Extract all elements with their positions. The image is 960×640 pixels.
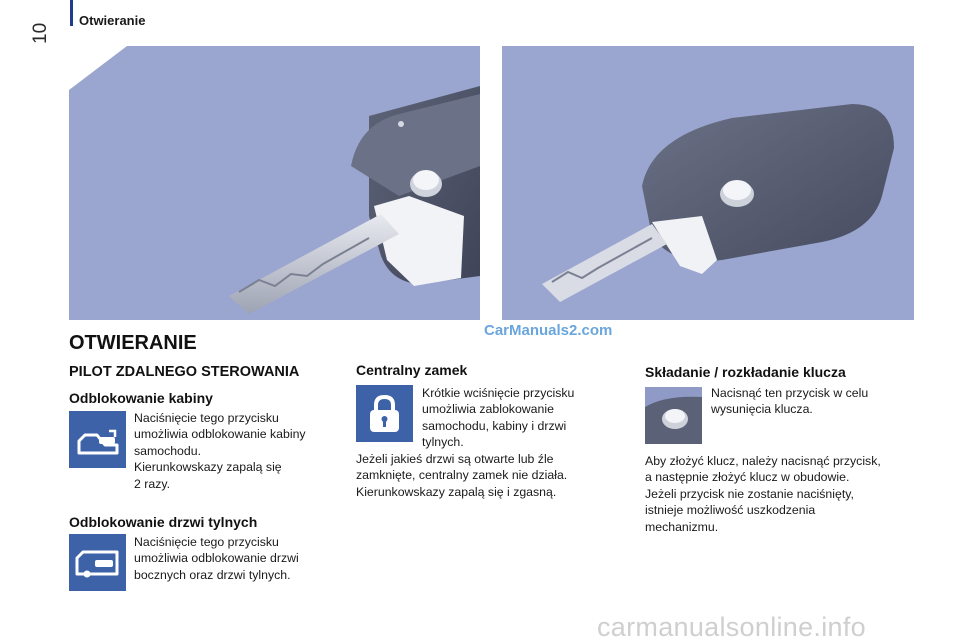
key-fold-text-short: Nacisnąć ten przycisk w celu wysunięcia klucza. bbox=[711, 386, 869, 417]
page-title: OTWIERANIE bbox=[69, 332, 197, 354]
page-number: 10 bbox=[30, 22, 51, 44]
watermark-carmanualsonline: carmanualsonline.info bbox=[597, 612, 866, 640]
central-lock-text-short: Krótkie wciśnięcie przycisku umożliwia zablokowanie samochodu, kabiny i drzwi tylnych. bbox=[422, 386, 575, 450]
central-lock-text-note: Jeżeli jakieś drzwi są otwarte lub źle zamknięte, centralny zamek nie działa. Kierunkowskazy zapalą się i zgasną. bbox=[356, 452, 568, 499]
rear-unlock-heading: Odblokowanie drzwi tylnych bbox=[69, 514, 258, 530]
key-photo-unfolded bbox=[69, 46, 480, 320]
key-fold-text-note: Aby złożyć klucz, należy nacisnąć przycisk, a następnie złożyć klucz w obudowie. Jeżeli przycisk nie zostanie naciśnięty, istnieje możliwość uszkodzenia mechanizmu. bbox=[645, 454, 881, 534]
cab-unlock-text: Naciśnięcie tego przycisku umożliwia odblokowanie kabiny samochodu. Kierunkowskazy zapalą się 2 razy. bbox=[134, 411, 306, 491]
key-fold-heading: Składanie / rozkładanie klucza bbox=[645, 364, 846, 380]
cab-unlock-heading: Odblokowanie kabiny bbox=[69, 390, 213, 406]
unlock-cab-icon bbox=[69, 411, 126, 468]
key-photo-folded bbox=[502, 46, 914, 320]
central-lock-heading: Centralny zamek bbox=[356, 362, 468, 378]
watermark-carmanuals2: CarManuals2.com bbox=[484, 322, 613, 339]
section-title: Otwieranie bbox=[79, 13, 146, 28]
padlock-icon bbox=[356, 385, 413, 442]
rear-unlock-text: Naciśnięcie tego przycisku umożliwia odblokowanie drzwi bocznych oraz drzwi tylnych. bbox=[134, 535, 299, 582]
key-release-button-icon bbox=[645, 387, 702, 444]
remote-heading: PILOT ZDALNEGO STEROWANIA bbox=[69, 364, 300, 380]
header-accent-bar bbox=[70, 0, 73, 26]
unlock-rear-doors-icon bbox=[69, 534, 126, 591]
